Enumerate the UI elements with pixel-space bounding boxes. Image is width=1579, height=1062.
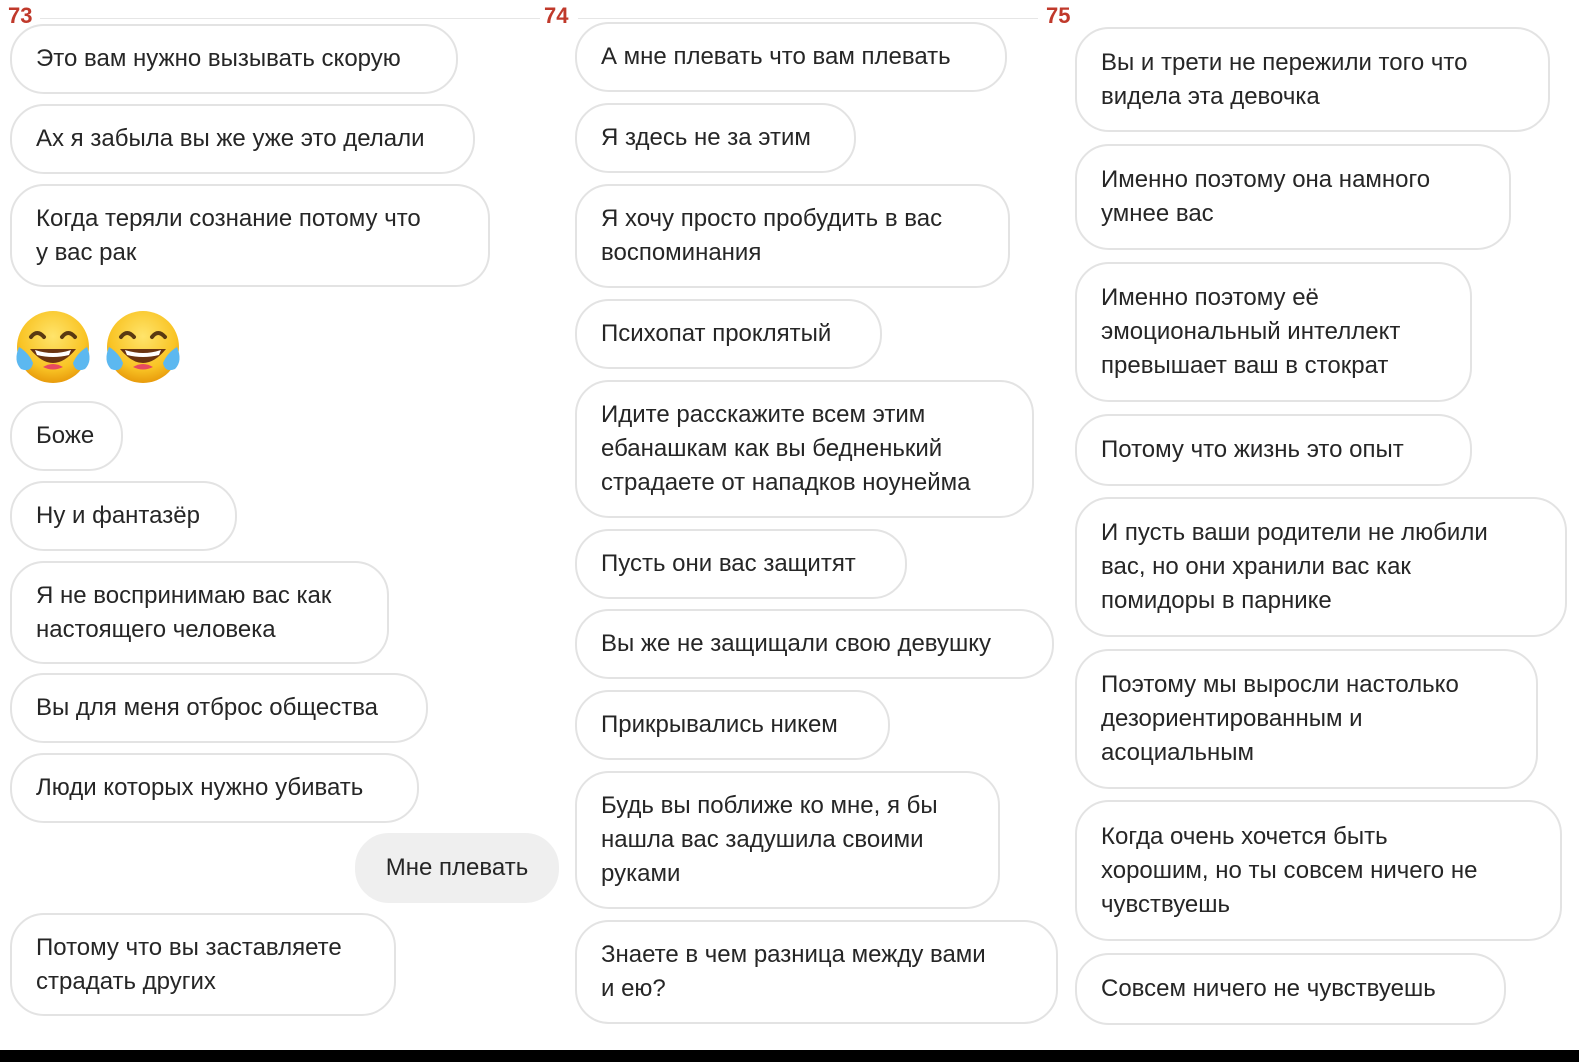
message-line: Я хочу просто пробудить в вас [601,205,943,232]
message-text [36,931,342,999]
message-line: умнее вас [1101,200,1214,227]
message-text [1101,163,1430,231]
message-line: Потому что жизнь это опыт [1101,436,1404,463]
message-line: Люди которых нужно убивать [36,774,364,801]
message-line: Когда очень хочется быть [1101,822,1388,850]
message-line: Мне плевать [385,854,529,881]
message-text [1101,516,1488,618]
message-text [1101,433,1404,467]
message-line: эмоциональный интеллект [1101,318,1401,345]
message-line: и ею? [601,975,666,1002]
message-text [36,202,421,270]
message-line: асоциальным [1101,739,1254,766]
message-text [1101,668,1459,770]
page-number-75: 75 [1046,3,1071,28]
message-line: Именно поэтому её [1101,284,1319,311]
received-message-bubble[interactable] [1075,497,1567,637]
message-line: Будь вы поближе ко мне, я бы [601,792,938,819]
message-line: вас, но они хранили вас как [1101,553,1411,580]
message-text [601,789,938,891]
received-message-bubble[interactable] [10,561,389,664]
message-line: Вы и трети не пережили того что [1101,48,1468,76]
message-line: дезориентированным и [1101,705,1363,732]
message-line: Потому что вы заставляете [36,933,342,961]
message-line: хорошим, но ты совсем ничего не [1101,856,1478,884]
received-message-bubble[interactable] [1075,953,1506,1025]
message-text [36,419,94,453]
received-message-bubble[interactable] [575,22,1007,92]
message-line: Именно поэтому она намного [1101,166,1431,193]
message-text [36,122,425,156]
message-text [601,40,951,74]
page-number-73: 73 [8,3,33,28]
received-message-bubble[interactable] [10,401,123,471]
message-line: Когда теряли сознание потому что [36,204,421,232]
message-line: нашла вас задушила своими [601,826,924,853]
face-with-tears-of-joy-icon [102,306,184,388]
received-message-bubble[interactable] [10,184,490,287]
message-line: превышает ваш в стократ [1101,352,1389,379]
received-message-bubble[interactable] [10,24,458,94]
message-text [1101,46,1467,114]
face-with-tears-of-joy-icon [12,306,94,388]
message-text [1101,972,1436,1006]
message-line: Психопат проклятый [601,320,832,347]
message-line: страдаете от нападков ноунейма [601,469,971,496]
message-line: чувствуешь [1101,890,1231,918]
message-text [601,121,811,155]
received-message-bubble[interactable] [1075,27,1550,132]
message-line: страдать других [36,967,216,995]
message-line: ебанашкам как вы бедненький [601,435,943,462]
received-message-bubble[interactable] [10,913,396,1016]
message-line: Это вам нужно вызывать скорую [36,45,401,72]
received-message-bubble[interactable] [1075,649,1538,789]
message-text [601,202,942,270]
received-message-bubble[interactable] [575,771,1000,909]
message-line: Ах я забыла вы же уже это делали [36,125,425,152]
received-message-bubble[interactable] [575,529,907,599]
message-line: воспоминания [601,239,762,266]
emoji-message[interactable] [12,306,184,388]
received-message-bubble[interactable] [10,753,419,823]
message-text [36,579,331,647]
message-line: Пусть они вас защитят [601,550,856,577]
received-message-bubble[interactable] [575,380,1034,518]
message-line: Вы для меня отброс общества [36,694,379,721]
message-text [36,499,200,533]
message-text [601,708,838,742]
message-line: Знаете в чем разница между вами [601,941,986,968]
message-line: Идите расскажите всем этим [601,401,926,428]
bottom-border [0,1050,1579,1062]
message-line: Поэтому мы выросли настолько [1101,671,1459,698]
received-message-bubble[interactable] [575,103,856,173]
received-message-bubble[interactable] [1075,414,1472,486]
message-text [601,398,970,500]
message-text [36,771,363,805]
received-message-bubble[interactable] [575,690,890,760]
message-text [601,938,986,1006]
received-message-bubble[interactable] [1075,144,1511,250]
message-line: Вы же не защищали свою девушку [601,630,992,657]
message-line: Ну и фантазёр [36,502,200,529]
message-line: Я здесь не за этим [601,124,811,151]
page-number-74: 74 [544,3,569,28]
message-text [36,691,378,725]
message-line: у вас рак [36,238,137,266]
message-text [36,42,401,76]
message-line: И пусть ваши родители не любили [1101,519,1488,546]
message-text [601,547,856,581]
message-line: Я не воспринимаю вас как [36,581,332,609]
received-message-bubble[interactable] [575,184,1010,288]
message-text [386,851,528,885]
message-text [601,627,991,661]
received-message-bubble[interactable] [575,609,1054,679]
message-text [1101,281,1400,383]
received-message-bubble[interactable] [1075,800,1562,941]
message-line: Боже [36,422,95,449]
message-line: Совсем ничего не чувствуешь [1101,975,1436,1002]
message-line: видела эта девочка [1101,82,1320,110]
divider [40,18,540,19]
message-text [601,317,831,351]
received-message-bubble[interactable] [575,920,1058,1024]
message-line: А мне плевать что вам плевать [601,43,951,70]
received-message-bubble[interactable] [10,481,237,551]
received-message-bubble[interactable] [10,104,475,174]
received-message-bubble[interactable] [575,299,882,369]
message-line: помидоры в парнике [1101,587,1332,614]
message-line: Прикрывались никем [601,711,838,738]
received-message-bubble[interactable] [10,673,428,743]
message-line: руками [601,860,681,887]
divider [578,18,1038,19]
sent-message-bubble[interactable] [355,833,559,903]
received-message-bubble[interactable] [1075,262,1472,402]
message-line: настоящего человека [36,615,276,643]
message-text [1101,820,1477,922]
